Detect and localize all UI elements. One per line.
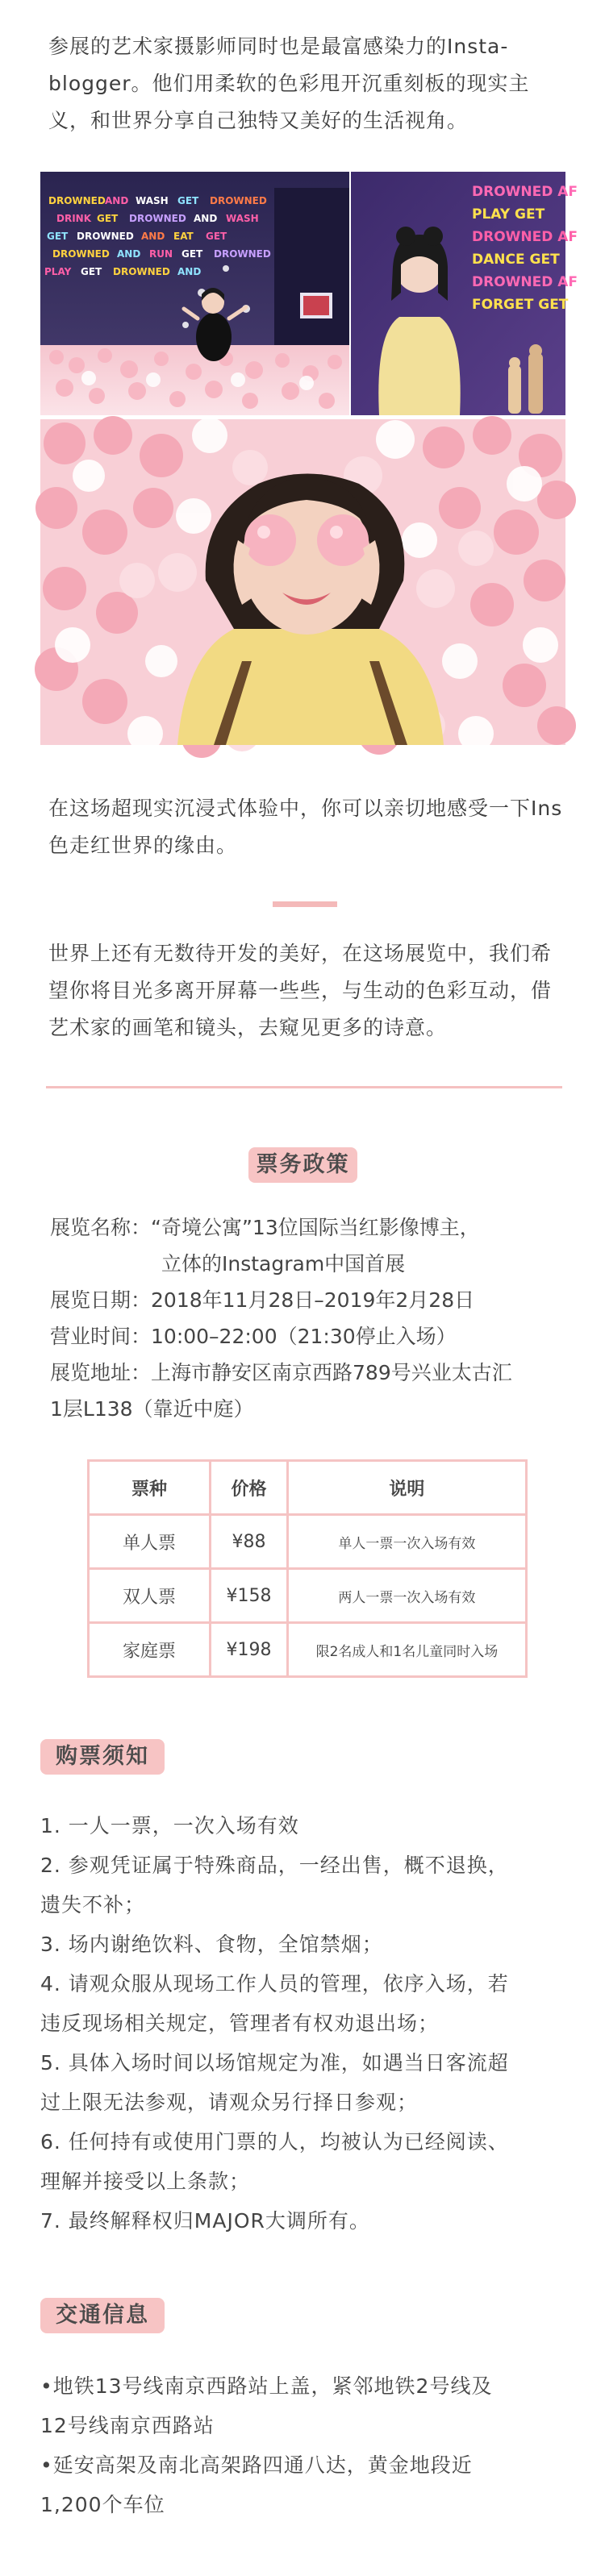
svg-text:DROWNED: DROWNED bbox=[214, 248, 271, 260]
list-item: 遗失不补； bbox=[40, 1893, 146, 1916]
info-value: “奇境公寓”13位国际当红影像博主， bbox=[151, 1216, 480, 1239]
short-divider bbox=[273, 901, 337, 907]
neon-line-5: DROWNED AF bbox=[472, 274, 578, 290]
svg-text:DROWNED: DROWNED bbox=[129, 213, 186, 224]
table-header-cell: 说明 bbox=[287, 1461, 526, 1515]
info-label: 营业时间： bbox=[50, 1325, 152, 1348]
ticket-price-cell: ¥158 bbox=[211, 1569, 288, 1623]
svg-text:DROWNED: DROWNED bbox=[52, 248, 110, 260]
svg-text:GET: GET bbox=[182, 248, 203, 260]
ticket-price-cell: ¥88 bbox=[211, 1515, 288, 1569]
list-item: •地铁13号线南京西路站上盖，紧邻地铁2号线及 bbox=[40, 2374, 493, 2398]
svg-text:DROWNED: DROWNED bbox=[77, 231, 134, 242]
list-item: 1. 一人一票，一次入场有效 bbox=[40, 1814, 299, 1837]
ticket-price-table bbox=[87, 1459, 528, 1678]
info-value: 立体的Instagram中国首展 bbox=[161, 1252, 406, 1276]
info-label: 展览地址： bbox=[50, 1361, 152, 1384]
svg-text:GET: GET bbox=[47, 231, 69, 242]
ticket-desc-cell: 限2名成人和1名儿童同时入场 bbox=[287, 1623, 526, 1677]
table-row bbox=[89, 1515, 527, 1569]
section-divider bbox=[46, 1086, 562, 1088]
ticket-desc-cell: 单人一票一次入场有效 bbox=[287, 1515, 526, 1569]
list-item: 4. 请观众服从现场工作人员的管理，依序入场，若 bbox=[40, 1972, 509, 1995]
list-item: 6. 任何持有或使用门票的人，均被认为已经阅读、 bbox=[40, 2130, 509, 2154]
svg-text:AND: AND bbox=[141, 231, 165, 242]
table-header-cell: 票种 bbox=[89, 1461, 211, 1515]
svg-text:EAT: EAT bbox=[173, 231, 194, 242]
table-header-cell: 价格 bbox=[211, 1461, 288, 1515]
ticket-policy-heading: 票务政策 bbox=[248, 1147, 357, 1183]
ticket-type-cell: 单人票 bbox=[89, 1515, 211, 1569]
neon-line-6: FORGET GET bbox=[472, 297, 569, 313]
intro-paragraph: 参展的艺术家摄影师同时也是最富感染力的Insta-blogger。他们用柔软的色彩甩开沉重刻板的现实主义，和世界分享自己独特又美好的生活视角。 bbox=[48, 35, 530, 132]
ticket-desc-cell: 两人一票一次入场有效 bbox=[287, 1569, 526, 1623]
info-row-address bbox=[50, 1355, 574, 1391]
ball-pit-room-photo bbox=[40, 172, 349, 415]
neon-line-1: DROWNED AF bbox=[472, 184, 578, 200]
list-item: 3. 场内谢绝饮料、食物，全馆禁烟； bbox=[40, 1933, 383, 1956]
table-row bbox=[89, 1623, 527, 1677]
list-item: 理解并接受以上条款； bbox=[40, 2170, 251, 2193]
neon-line-4: DANCE GET bbox=[472, 252, 560, 268]
info-value: 上海市静安区南京西路789号兴业太古汇 bbox=[151, 1361, 512, 1384]
list-item: 2. 参观凭证属于特殊商品，一经出售，概不退换， bbox=[40, 1854, 509, 1877]
info-row-date bbox=[50, 1282, 574, 1318]
svg-text:PLAY: PLAY bbox=[44, 266, 72, 277]
table-row bbox=[89, 1569, 527, 1623]
svg-text:DRINK: DRINK bbox=[56, 213, 92, 224]
purchase-notes-heading: 购票须知 bbox=[40, 1739, 165, 1775]
info-row-address-cont bbox=[50, 1391, 574, 1427]
svg-text:GET: GET bbox=[177, 195, 199, 206]
svg-text:GET: GET bbox=[206, 231, 227, 242]
ticket-type-cell: 家庭票 bbox=[89, 1623, 211, 1677]
svg-text:GET: GET bbox=[97, 213, 119, 224]
immersive-paragraph: 在这场超现实沉浸式体验中，你可以亲切地感受一下Ins色走红世界的缘由。 bbox=[48, 797, 563, 857]
svg-text:WASH: WASH bbox=[226, 213, 259, 224]
ticket-price-cell: ¥198 bbox=[211, 1623, 288, 1677]
list-item: 违反现场相关规定，管理者有权劝退出场； bbox=[40, 2012, 440, 2035]
table-header-row bbox=[89, 1461, 527, 1515]
neon-line-3: DROWNED AF bbox=[472, 229, 578, 245]
svg-text:DROWNED: DROWNED bbox=[113, 266, 170, 277]
info-row-hours bbox=[50, 1318, 574, 1355]
svg-text:WASH: WASH bbox=[136, 195, 169, 206]
info-value: 2018年11月28日–2019年2月28日 bbox=[151, 1288, 475, 1312]
list-item: 过上限无法参观，请观众另行择日参观； bbox=[40, 2091, 419, 2114]
svg-text:GET: GET bbox=[81, 266, 102, 277]
info-label: 展览日期： bbox=[50, 1288, 152, 1312]
transport-heading: 交通信息 bbox=[40, 2298, 165, 2333]
svg-text:RUN: RUN bbox=[149, 248, 173, 260]
info-value: 10:00–22:00（21:30停止入场） bbox=[151, 1325, 457, 1348]
ticket-type-cell: 双人票 bbox=[89, 1569, 211, 1623]
info-value: 1层L138（靠近中庭） bbox=[50, 1397, 254, 1421]
info-row-name bbox=[50, 1209, 574, 1246]
neon-sign-portrait-photo bbox=[351, 172, 578, 415]
info-label: 展览名称： bbox=[50, 1216, 152, 1239]
list-item: 7. 最终解释权归MAJOR大调所有。 bbox=[40, 2209, 370, 2233]
list-item: •延安高架及南北高架路四通八达，黄金地段近 bbox=[40, 2453, 473, 2477]
svg-text:AND: AND bbox=[177, 266, 202, 277]
svg-text:DROWNED: DROWNED bbox=[210, 195, 267, 206]
info-row-name-cont bbox=[50, 1246, 574, 1282]
closing-paragraph: 世界上还有无数待开发的美好，在这场展览中，我们希望你将目光多离开屏幕一些些，与生动的色彩互动，借艺术家的画笔和镜头，去窥见更多的诗意。 bbox=[48, 942, 553, 1039]
list-item: 12号线南京西路站 bbox=[40, 2414, 215, 2437]
list-item: 5. 具体入场时间以场馆规定为准，如遇当日客流超 bbox=[40, 2051, 509, 2075]
exhibition-info bbox=[50, 1209, 574, 1427]
svg-text:AND: AND bbox=[117, 248, 141, 260]
pink-ball-pit-portrait-photo bbox=[40, 419, 565, 745]
svg-text:DROWNED: DROWNED bbox=[48, 195, 106, 206]
purchase-notes-list bbox=[40, 1806, 565, 2241]
neon-line-2: PLAY GET bbox=[472, 206, 545, 223]
list-item: 1,200个车位 bbox=[40, 2493, 165, 2516]
transport-list bbox=[40, 2366, 565, 2524]
svg-text:AND: AND bbox=[194, 213, 218, 224]
svg-text:AND: AND bbox=[105, 195, 129, 206]
